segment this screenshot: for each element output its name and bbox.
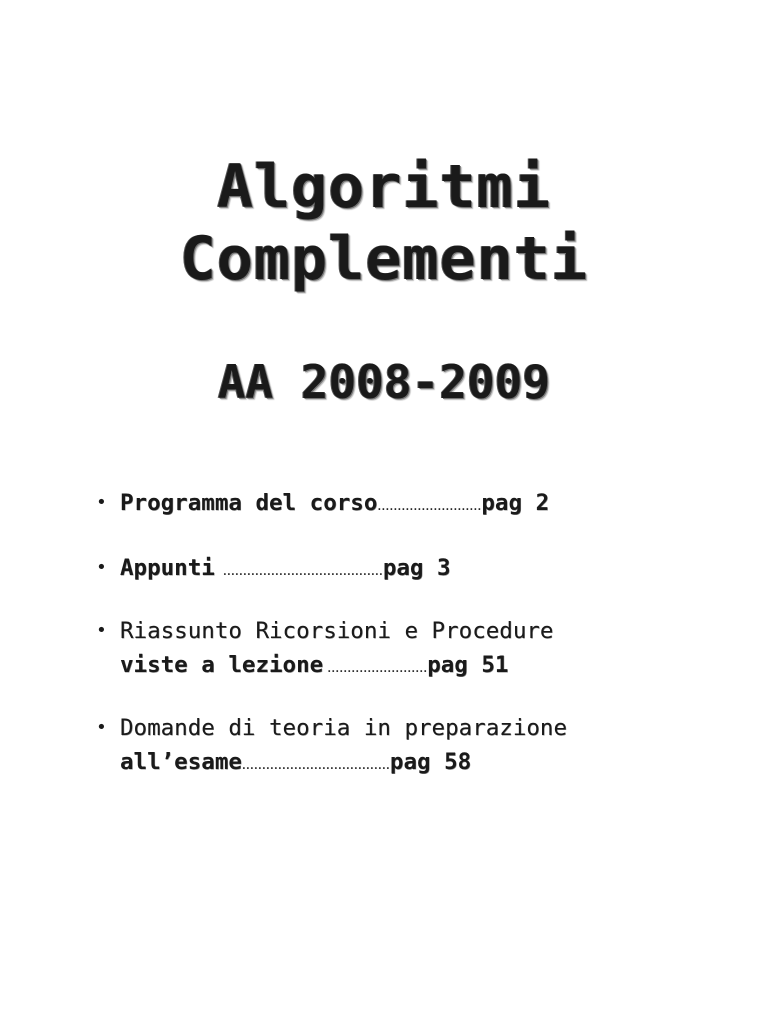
toc-page-ref: pag 2 xyxy=(481,490,550,516)
title-line-1: Algoritmi xyxy=(216,152,552,222)
toc-leader-dots: ........................................ xyxy=(214,562,383,579)
toc-page-ref: pag 3 xyxy=(382,555,451,581)
toc-entry-label: Domande di teoria in preparazione xyxy=(120,715,568,741)
title-line-2: Complementi xyxy=(179,224,589,294)
toc-page-ref: pag 58 xyxy=(389,749,472,775)
toc-line xyxy=(120,551,706,588)
toc-leader-dots: .......................... xyxy=(377,497,482,514)
toc-item-riassunto xyxy=(96,614,706,685)
toc-entry-label: Programma del corso xyxy=(120,490,378,516)
bullet-icon: • xyxy=(96,557,107,578)
table-of-contents xyxy=(96,486,706,782)
bullet-icon: • xyxy=(96,492,107,513)
toc-line xyxy=(120,648,706,685)
bullet-icon: • xyxy=(96,717,107,738)
toc-entry-label: Appunti xyxy=(120,555,215,581)
toc-entry-label: Riassunto Ricorsioni e Procedure xyxy=(120,618,554,644)
toc-entry-label-continued: viste a lezione xyxy=(120,652,324,678)
toc-item-domande xyxy=(96,711,706,782)
bullet-icon: • xyxy=(96,620,107,641)
toc-leader-dots: ..................................... xyxy=(241,756,390,773)
toc-entry-label-continued: all’esame xyxy=(120,749,242,775)
toc-line xyxy=(120,614,706,648)
toc-item-appunti xyxy=(96,551,706,588)
toc-line xyxy=(120,486,706,523)
toc-line xyxy=(120,745,706,782)
toc-leader-dots: ......................... xyxy=(323,659,428,676)
academic-year-subtitle: AA 2008-2009 xyxy=(217,355,551,409)
toc-item-programma xyxy=(96,486,706,523)
toc-page-ref: pag 51 xyxy=(427,652,509,678)
toc-line xyxy=(120,711,706,745)
